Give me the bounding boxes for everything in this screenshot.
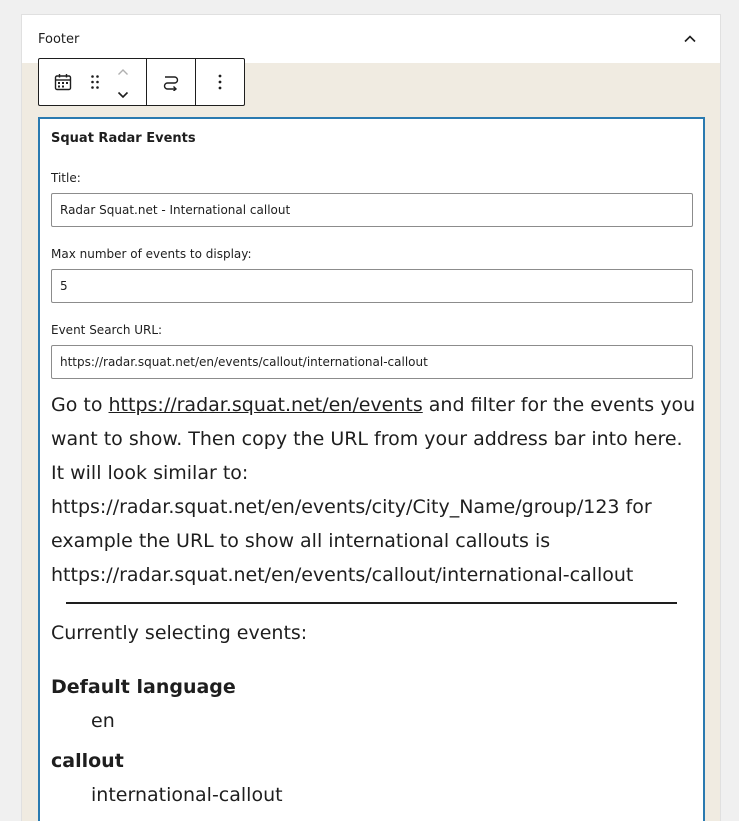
title-label: Title: [51,171,81,185]
transform-icon[interactable] [155,59,187,105]
title-input[interactable] [51,193,693,227]
transform-group [147,59,196,105]
help-text [51,388,701,592]
widget-area [22,63,720,821]
calendar-icon[interactable] [47,59,79,105]
help-suffix: and filter for the events you want to show. Then copy the URL from your address bar into here. It will look similar to: https://radar.squat.net/en/events/city/City_Name/group/123 for example the URL to show all international callouts is https://radar.squat.net/en/events/callout/international-callout [51,394,696,586]
radar-events-link[interactable]: https://radar.squat.net/en/events [108,394,423,416]
drag-handle-icon[interactable] [79,59,111,105]
filter-key: Default language [51,676,236,698]
help-prefix: Go to [51,394,109,416]
block-mover [111,59,135,105]
move-down-icon[interactable] [117,84,129,103]
max-events-input[interactable] [51,269,693,303]
block-toolbar [38,58,245,106]
filter-key: callout [51,750,124,772]
filter-value: en [91,710,115,732]
widget-title: Squat Radar Events [51,131,196,146]
more-vertical-icon[interactable] [204,59,236,105]
event-url-input[interactable] [51,345,693,379]
divider [66,602,677,604]
move-up-icon[interactable] [117,61,129,80]
chevron-up-icon[interactable] [678,27,702,51]
squat-radar-widget[interactable] [38,117,705,821]
event-url-label: Event Search URL: [51,323,163,337]
current-selection-label: Currently selecting events: [51,622,308,644]
max-events-label: Max number of events to display: [51,247,252,261]
footer-panel [21,14,721,821]
block-tools-group [39,59,147,105]
panel-title: Footer [38,31,80,47]
filter-value: international-callout [91,784,283,806]
panel-header[interactable] [22,15,720,63]
options-group [196,59,244,105]
